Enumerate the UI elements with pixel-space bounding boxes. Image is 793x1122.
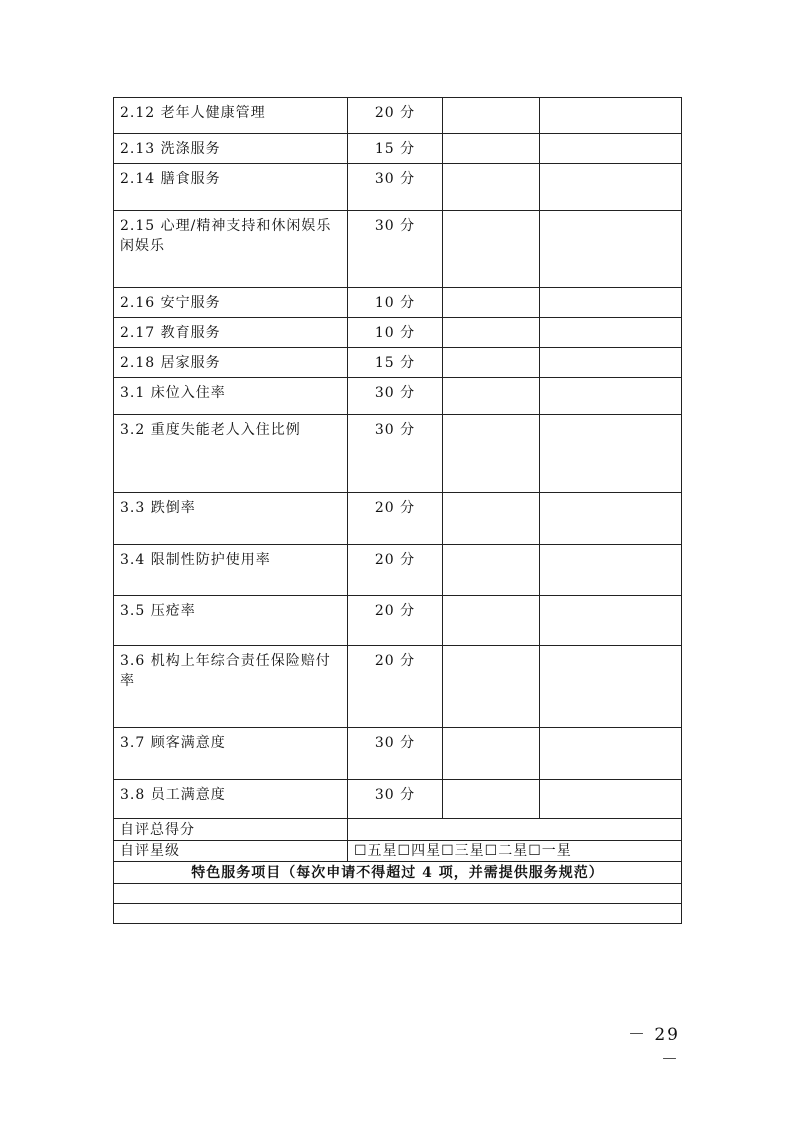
assessment-cell[interactable] (443, 545, 540, 596)
special-service-entry-row (114, 904, 682, 924)
item-points: 10 分 (348, 318, 443, 348)
table-row (114, 98, 682, 134)
item-points: 30 分 (348, 780, 443, 819)
item-name: 2.14 膳食服务 (114, 164, 348, 211)
remark-cell[interactable] (540, 493, 682, 545)
assessment-cell[interactable] (443, 780, 540, 819)
item-points: 20 分 (348, 646, 443, 728)
total-score-label: 自评总得分 (114, 819, 348, 841)
special-services-header-row (114, 862, 682, 884)
special-service-entry[interactable] (114, 884, 682, 904)
special-service-entry-row (114, 884, 682, 904)
assessment-cell[interactable] (443, 415, 540, 493)
table-row (114, 646, 682, 728)
special-services-title: 特色服务项目（每次申请不得超过 4 项，并需提供服务规范） (114, 862, 682, 884)
assessment-cell[interactable] (443, 164, 540, 211)
remark-cell[interactable] (540, 318, 682, 348)
remark-cell[interactable] (540, 288, 682, 318)
table-row (114, 596, 682, 646)
table-row (114, 493, 682, 545)
item-name: 3.1 床位入住率 (114, 378, 348, 415)
assessment-cell[interactable] (443, 134, 540, 164)
star-rating-label: 自评星级 (114, 841, 348, 862)
item-name: 2.12 老年人健康管理 (114, 98, 348, 134)
item-name: 3.4 限制性防护使用率 (114, 545, 348, 596)
item-points: 30 分 (348, 415, 443, 493)
table-row (114, 545, 682, 596)
item-name: 3.7 顾客满意度 (114, 728, 348, 780)
remark-cell[interactable] (540, 348, 682, 378)
item-points: 30 分 (348, 728, 443, 780)
assessment-cell[interactable] (443, 348, 540, 378)
table-row (114, 164, 682, 211)
remark-cell[interactable] (540, 164, 682, 211)
item-points: 20 分 (348, 596, 443, 646)
item-points: 30 分 (348, 378, 443, 415)
remark-cell[interactable] (540, 596, 682, 646)
item-points: 10 分 (348, 288, 443, 318)
total-score-row (114, 819, 682, 841)
special-service-entry[interactable] (114, 904, 682, 924)
table-row (114, 728, 682, 780)
assessment-cell[interactable] (443, 288, 540, 318)
assessment-cell[interactable] (443, 596, 540, 646)
remark-cell[interactable] (540, 728, 682, 780)
item-points: 30 分 (348, 211, 443, 288)
item-points: 20 分 (348, 98, 443, 134)
assessment-cell[interactable] (443, 378, 540, 415)
table-row (114, 348, 682, 378)
page-number: － 29 － (627, 1025, 680, 1070)
assessment-cell[interactable] (443, 646, 540, 728)
remark-cell[interactable] (540, 211, 682, 288)
item-name: 3.8 员工满意度 (114, 780, 348, 819)
remark-cell[interactable] (540, 545, 682, 596)
star-rating-options[interactable]: ☐五星☐四星☐三星☐二星☐一星 (348, 841, 682, 862)
item-name: 2.15 心理/精神支持和休闲娱乐闲娱乐 (114, 211, 348, 288)
assessment-cell[interactable] (443, 493, 540, 545)
evaluation-table (113, 97, 682, 924)
remark-cell[interactable] (540, 415, 682, 493)
item-name: 2.17 教育服务 (114, 318, 348, 348)
table-row (114, 211, 682, 288)
remark-cell[interactable] (540, 646, 682, 728)
table-row (114, 780, 682, 819)
remark-cell[interactable] (540, 378, 682, 415)
table-row (114, 288, 682, 318)
item-name: 3.6 机构上年综合责任保险赔付率 (114, 646, 348, 728)
remark-cell[interactable] (540, 98, 682, 134)
item-points: 15 分 (348, 134, 443, 164)
remark-cell[interactable] (540, 134, 682, 164)
assessment-cell[interactable] (443, 98, 540, 134)
item-name: 3.3 跌倒率 (114, 493, 348, 545)
item-points: 30 分 (348, 164, 443, 211)
assessment-cell[interactable] (443, 211, 540, 288)
item-name: 3.5 压疮率 (114, 596, 348, 646)
item-points: 20 分 (348, 493, 443, 545)
item-name: 3.2 重度失能老人入住比例 (114, 415, 348, 493)
total-score-field[interactable] (348, 819, 682, 841)
assessment-cell[interactable] (443, 728, 540, 780)
assessment-cell[interactable] (443, 318, 540, 348)
remark-cell[interactable] (540, 780, 682, 819)
table-row (114, 415, 682, 493)
table-row (114, 134, 682, 164)
item-name: 2.18 居家服务 (114, 348, 348, 378)
star-rating-row (114, 841, 682, 862)
item-points: 15 分 (348, 348, 443, 378)
item-name: 2.13 洗涤服务 (114, 134, 348, 164)
item-name: 2.16 安宁服务 (114, 288, 348, 318)
table-row (114, 378, 682, 415)
table-row (114, 318, 682, 348)
item-points: 20 分 (348, 545, 443, 596)
